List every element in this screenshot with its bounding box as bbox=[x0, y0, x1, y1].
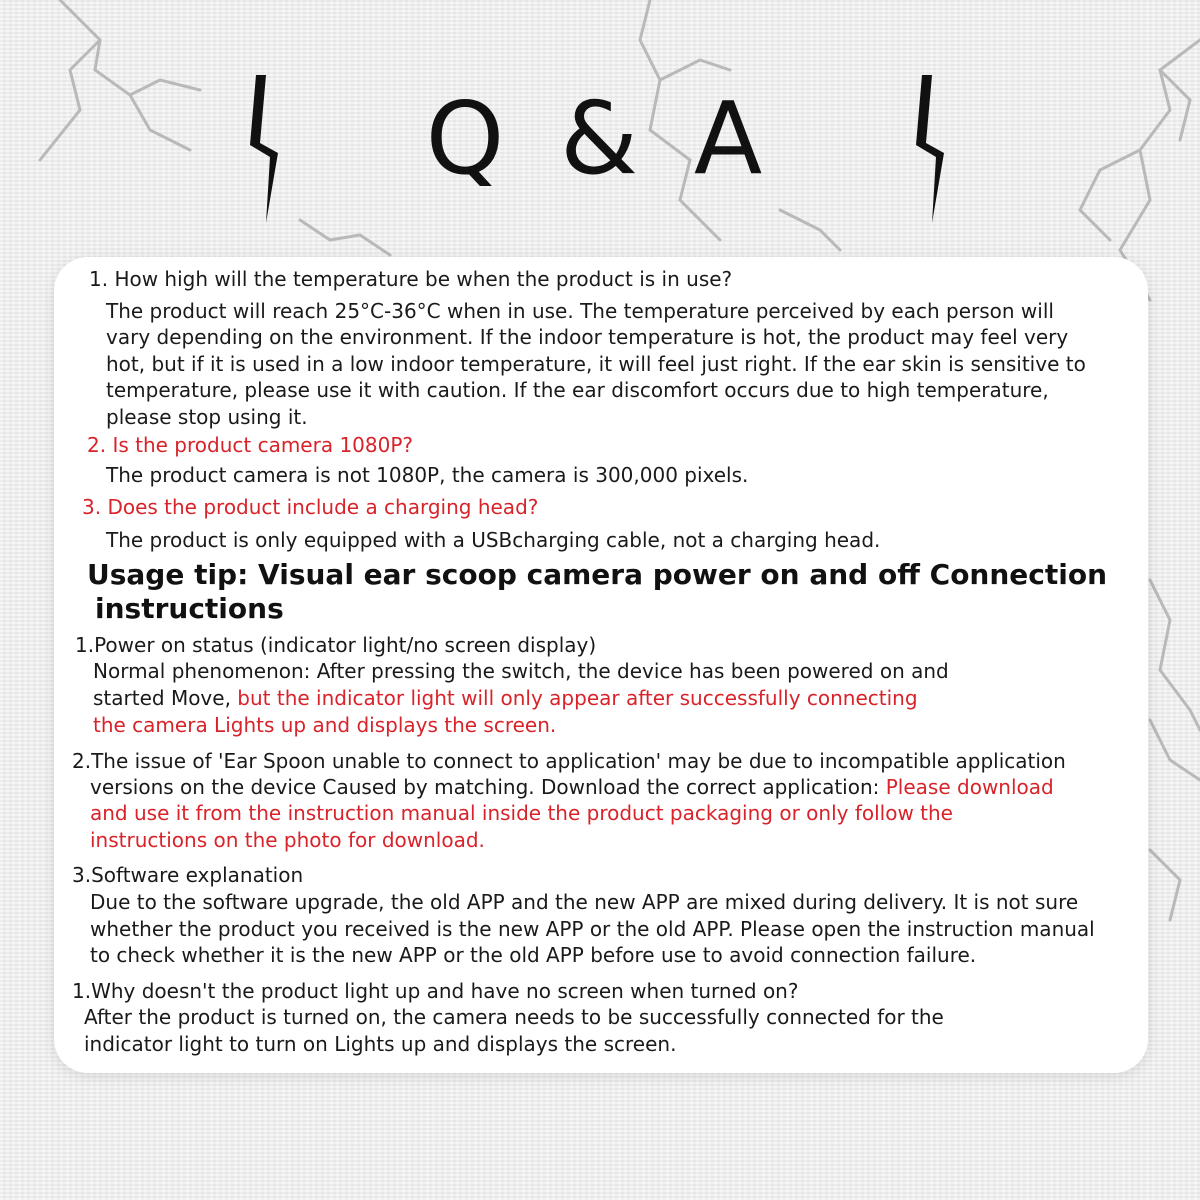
usage-item-1-highlight: but the indicator light will only appear after successfully connecting bbox=[237, 686, 918, 710]
usage-item-3-line: Due to the software upgrade, the old APP and the new APP are mixed during delivery. It is not sure bbox=[90, 890, 1079, 914]
usage-item-2-highlight: instructions on the photo for download. bbox=[90, 828, 485, 852]
usage-item-2-title: 2.The issue of 'Ear Spoon unable to connect to application' may be due to incompatible application bbox=[72, 749, 1066, 773]
usage-item-3-line: whether the product you received is the new APP or the old APP. Please open the instruction manual bbox=[90, 917, 1095, 941]
usage-item-4-line: indicator light to turn on Lights up and displays the screen. bbox=[84, 1032, 677, 1056]
answer-1-line: hot, but if it is used in a low indoor temperature, it will feel just right. If the ear skin is sensitive to bbox=[106, 352, 1086, 376]
usage-item-2-highlight: Please download bbox=[885, 775, 1054, 799]
usage-item-2-text: versions on the device Caused by matching. Download the correct application: bbox=[90, 775, 886, 799]
usage-item-1-highlight: the camera Lights up and displays the screen. bbox=[93, 713, 557, 737]
question-3: 3. Does the product include a charging head? bbox=[82, 495, 539, 519]
usage-item-1-line: Normal phenomenon: After pressing the switch, the device has been powered on and bbox=[93, 659, 949, 683]
usage-tip-heading: Usage tip: Visual ear scoop camera power on and off Connection bbox=[87, 558, 1108, 591]
usage-item-4-title: 1.Why doesn't the product light up and have no screen when turned on? bbox=[72, 979, 799, 1003]
answer-1-line: temperature, please use it with caution. If the ear discomfort occurs due to high temperature, bbox=[106, 378, 1049, 402]
answer-3-line: The product is only equipped with a USBcharging cable, not a charging head. bbox=[106, 528, 881, 552]
usage-tip-heading: instructions bbox=[95, 592, 284, 625]
answer-1-line: The product will reach 25°C-36°C when in use. The temperature perceived by each person will bbox=[106, 299, 1054, 323]
usage-item-4-line: After the product is turned on, the camera needs to be successfully connected for the bbox=[84, 1005, 944, 1029]
usage-item-2-highlight: and use it from the instruction manual inside the product packaging or only follow the bbox=[90, 801, 953, 825]
question-1: 1. How high will the temperature be when the product is in use? bbox=[89, 267, 733, 291]
question-2: 2. Is the product camera 1080P? bbox=[87, 433, 414, 457]
answer-2-line: The product camera is not 1080P, the camera is 300,000 pixels. bbox=[106, 463, 749, 487]
page-title: Q & A bbox=[425, 80, 775, 197]
answer-1-line: vary depending on the environment. If the indoor temperature is hot, the product may feel very bbox=[106, 325, 1069, 349]
usage-item-2-line bbox=[90, 774, 1054, 801]
usage-item-1-title: 1.Power on status (indicator light/no screen display) bbox=[75, 633, 597, 657]
usage-item-1-line bbox=[93, 685, 918, 712]
usage-item-3-title: 3.Software explanation bbox=[72, 863, 304, 887]
usage-item-3-line: to check whether it is the new APP or the old APP before use to avoid connection failure. bbox=[90, 943, 977, 967]
usage-item-1-text: started Move, bbox=[93, 686, 238, 710]
answer-1-line: please stop using it. bbox=[106, 405, 308, 429]
